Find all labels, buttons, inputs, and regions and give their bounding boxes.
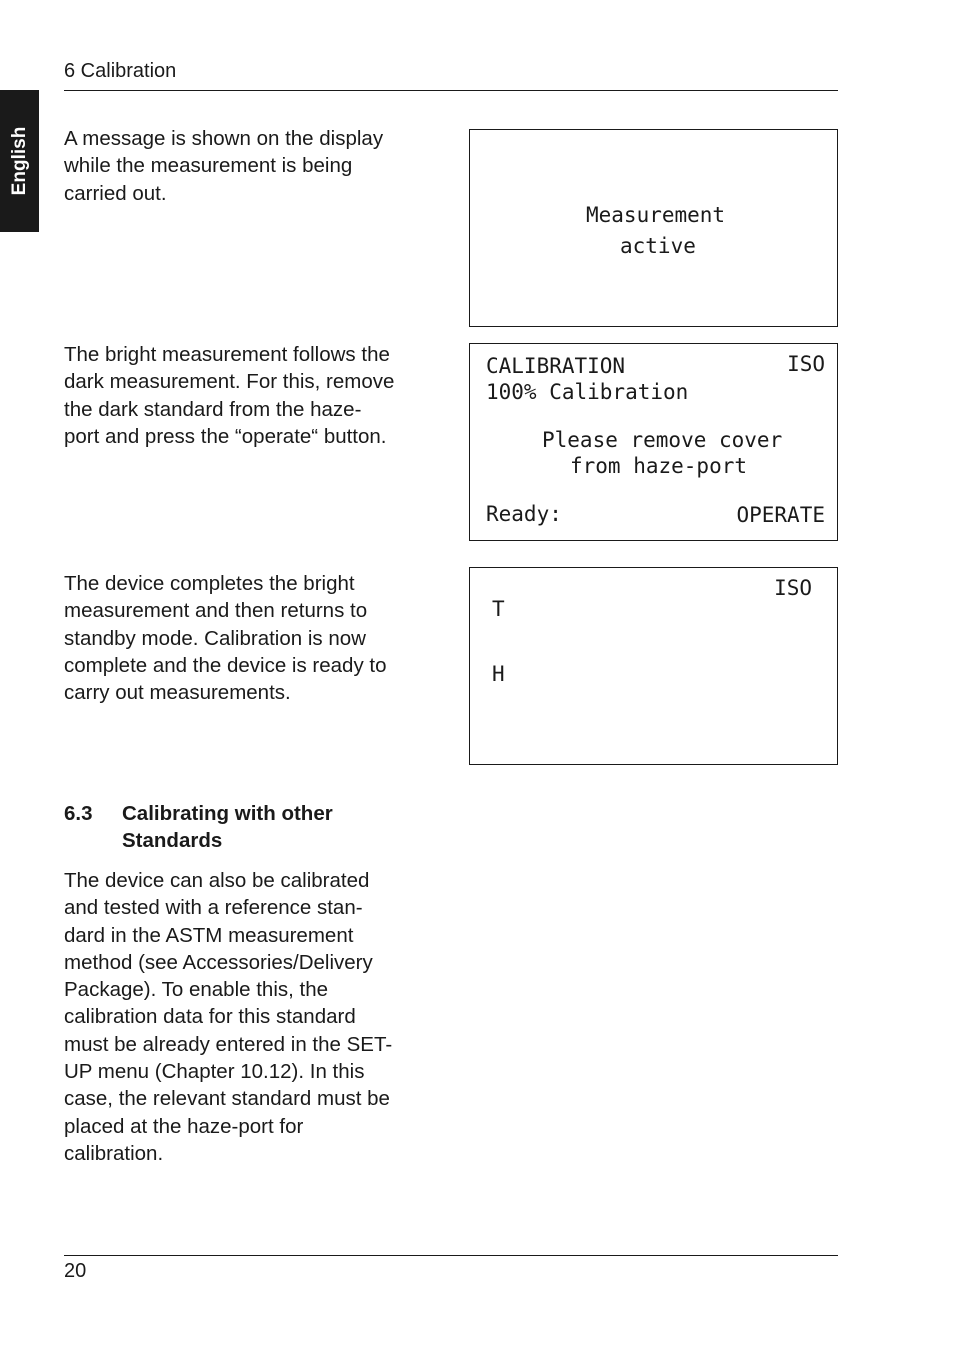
- text-line: complete and the device is ready to: [64, 653, 387, 677]
- text-line: method (see Accessories/Delivery: [64, 950, 373, 974]
- paragraph-other-standards: [64, 867, 436, 1167]
- text-line: standby mode. Calibration is now: [64, 626, 366, 650]
- text-line: and tested with a reference stan-: [64, 896, 363, 920]
- display-message: from haze-port: [570, 454, 748, 478]
- text-line: calibration data for this standard: [64, 1005, 356, 1029]
- section-title-line: Calibrating with other: [122, 802, 333, 825]
- text-line: while the measurement is being: [64, 154, 353, 178]
- display-standby: [469, 567, 838, 765]
- display-label-t: T: [492, 597, 505, 621]
- text-line: dard in the ASTM measurement: [64, 923, 354, 947]
- section-number: 6.3: [64, 802, 93, 825]
- section-title-line: Standards: [122, 829, 223, 852]
- text-line: The bright measurement follows the: [64, 343, 390, 366]
- text-line: carried out.: [64, 181, 167, 205]
- text-line: placed at the haze-port for: [64, 1114, 304, 1138]
- display-message: Please remove cover: [542, 428, 783, 452]
- paragraph-standby: [64, 570, 436, 706]
- display-status-label: Ready:: [486, 502, 562, 526]
- display-line: Measurement: [586, 203, 726, 227]
- chapter-title: 6 Calibration: [64, 60, 177, 82]
- display-calibration: [469, 343, 838, 541]
- language-tab-label: English: [8, 126, 30, 196]
- text-line: measurement and then returns to: [64, 599, 368, 623]
- text-line: The device can also be calibrated: [64, 869, 370, 892]
- text-line: carry out measurements.: [64, 681, 291, 705]
- text-line: A message is shown on the display: [64, 127, 384, 150]
- text-line: Package). To enable this, the: [64, 978, 329, 1002]
- section-title: [122, 800, 333, 854]
- display-line: active: [620, 234, 696, 258]
- text-line: port and press the “operate“ button.: [64, 424, 387, 448]
- display-measurement-active: [469, 129, 838, 327]
- text-line: The device completes the bright: [64, 572, 355, 595]
- display-subtitle: 100% Calibration: [486, 380, 689, 404]
- text-line: dark measurement. For this, remove: [64, 370, 395, 394]
- display-mode: ISO: [774, 576, 812, 600]
- header-rule: [64, 90, 838, 91]
- text-line: calibration.: [64, 1141, 164, 1165]
- display-title: CALIBRATION: [486, 354, 626, 378]
- paragraph-measurement-message: [64, 125, 436, 207]
- paragraph-bright-measurement: [64, 341, 436, 450]
- text-line: UP menu (Chapter 10.12). In this: [64, 1060, 365, 1084]
- display-label-h: H: [492, 662, 505, 686]
- text-line: must be already entered in the SET-: [64, 1032, 393, 1056]
- language-tab: [0, 90, 39, 232]
- display-mode: ISO: [787, 352, 825, 376]
- text-line: the dark standard from the haze-: [64, 397, 362, 421]
- page-number: 20: [64, 1260, 87, 1282]
- footer-rule: [64, 1255, 838, 1256]
- text-line: case, the relevant standard must be: [64, 1087, 390, 1111]
- display-status-action: OPERATE: [736, 503, 825, 527]
